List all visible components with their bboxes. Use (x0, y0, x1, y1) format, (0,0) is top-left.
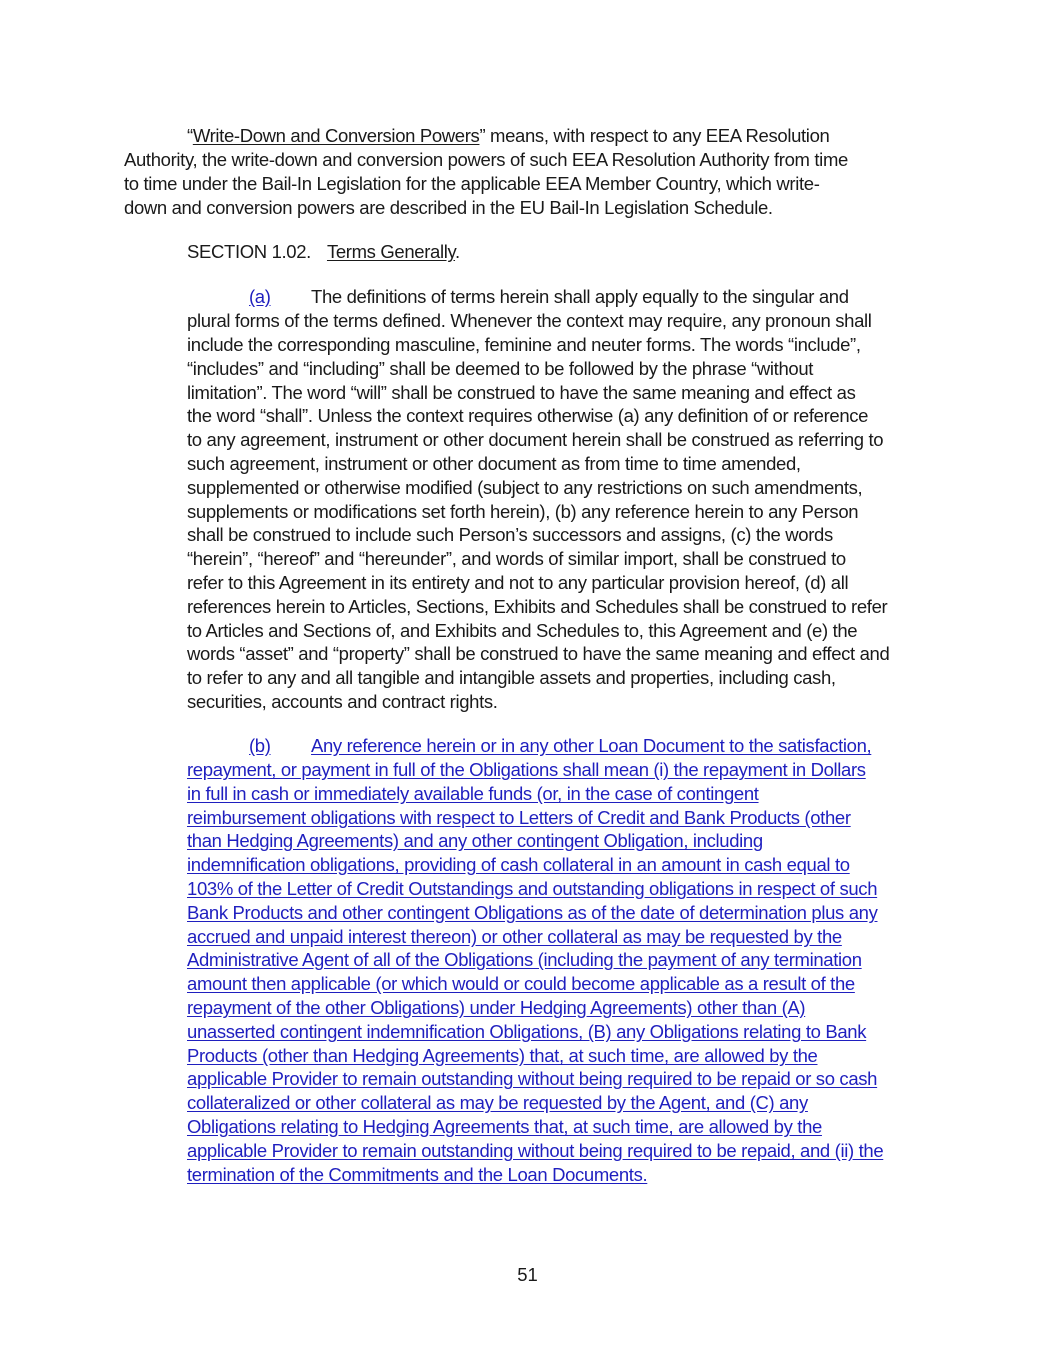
para-a-line: refer to this Agreement in its entirety and not to any particular provision hereof, (d) all (187, 572, 849, 593)
definition-line: to time under the Bail-In Legislation for the applicable EEA Member Country, which write- (124, 173, 820, 194)
para-a-line: to any agreement, instrument or other document herein shall be construed as referring to (187, 429, 884, 450)
para-b-line: amount then applicable (or which would or could become applicable as a result of the (187, 973, 855, 994)
para-a-line: include the corresponding masculine, feminine and neuter forms. The words “include”, (187, 334, 861, 355)
para-b-label[interactable]: (b) (249, 735, 271, 756)
para-b-line: indemnification obligations, providing of cash collateral in an amount in cash equal to (187, 854, 850, 875)
para-b-line: Any reference herein or in any other Loan Document to the satisfaction, (311, 735, 872, 756)
definition-line: Authority, the write-down and conversion powers of such EEA Resolution Authority from time (124, 149, 848, 170)
para-a-line: to Articles and Sections of, and Exhibits and Schedules to, this Agreement and (e) the (187, 620, 858, 641)
para-b-line: repayment of the other Obligations) under Hedging Agreements) other than (A) (187, 997, 806, 1018)
para-b-line: Administrative Agent of all of the Obligations (including the payment of any termination (187, 949, 862, 970)
section-title-suffix: . (455, 241, 460, 262)
para-b-line: than Hedging Agreements) and any other contingent Obligation, including (187, 830, 763, 851)
para-a-line: supplemented or otherwise modified (subject to any restrictions on such amendments, (187, 477, 863, 498)
para-b-line: accrued and unpaid interest thereon) or other collateral as may be requested by the (187, 926, 842, 947)
para-a-line: to refer to any and all tangible and intangible assets and properties, including cash, (187, 667, 836, 688)
para-a-line: “herein”, “hereof” and “hereunder”, and words of similar import, shall be construed to (187, 548, 846, 569)
page-number: 51 (517, 1264, 538, 1285)
para-a-label[interactable]: (a) (249, 286, 271, 307)
para-a-line: shall be construed to include such Person’s successors and assigns, (c) the words (187, 524, 833, 545)
para-b-line: unasserted contingent indemnification Obligations, (B) any Obligations relating to Bank (187, 1021, 867, 1042)
para-b-line: repayment, or payment in full of the Obligations shall mean (i) the repayment in Dollars (187, 759, 866, 780)
para-a-line: the word “shall”. Unless the context requires otherwise (a) any definition of or reference (187, 405, 869, 426)
para-b-line: Bank Products and other contingent Obligations as of the date of determination plus any (187, 902, 878, 923)
para-a-line: words “asset” and “property” shall be construed to have the same meaning and effect and (187, 643, 890, 664)
para-a-line: plural forms of the terms defined. Whenever the context may require, any pronoun shall (187, 310, 872, 331)
para-a-line: supplements or modifications set forth herein), (b) any reference herein to any Person (187, 501, 859, 522)
section-title: Terms Generally (326, 241, 456, 262)
para-a-line: limitation”. The word “will” shall be construed to have the same meaning and effect as (187, 382, 856, 403)
para-b-line: 103% of the Letter of Credit Outstandings and outstanding obligations in respect of such (187, 878, 878, 899)
open-quote: “ (187, 125, 193, 146)
para-b-line: applicable Provider to remain outstanding without being required to be repaid or so cash (187, 1068, 878, 1089)
para-a-line: securities, accounts and contract rights. (187, 691, 498, 712)
definition-line: down and conversion powers are described in the EU Bail-In Legislation Schedule. (124, 197, 773, 218)
para-b-line: in full in cash or immediately available funds (or, in the case of contingent (187, 783, 759, 804)
definition-text: ” means, with respect to any EEA Resolution (479, 125, 830, 146)
para-b-line: collateralized or other collateral as may be requested by the Agent, and (C) any (187, 1092, 808, 1113)
para-b-line: reimbursement obligations with respect to Letters of Credit and Bank Products (other (187, 807, 851, 828)
para-b-line: Products (other than Hedging Agreements) that, at such time, are allowed by the (187, 1045, 818, 1066)
section-number: SECTION 1.02. (187, 241, 311, 262)
defined-term: Write-Down and Conversion Powers (192, 125, 480, 146)
para-b-line: termination of the Commitments and the Loan Documents. (187, 1164, 648, 1185)
para-a-line: “includes” and “including” shall be deemed to be followed by the phrase “without (187, 358, 814, 379)
section-heading (187, 240, 460, 264)
para-b-line: Obligations relating to Hedging Agreements that, at such time, are allowed by the (187, 1116, 822, 1137)
para-a-line: The definitions of terms herein shall apply equally to the singular and (311, 286, 849, 307)
para-a-line: such agreement, instrument or other document as from time to time amended, (187, 453, 801, 474)
definition-line-1 (187, 124, 829, 148)
para-a-line: references herein to Articles, Sections, Exhibits and Schedules shall be construed to refer (187, 596, 888, 617)
para-b-line: applicable Provider to remain outstanding without being required to be repaid, and (ii) the (187, 1140, 884, 1161)
